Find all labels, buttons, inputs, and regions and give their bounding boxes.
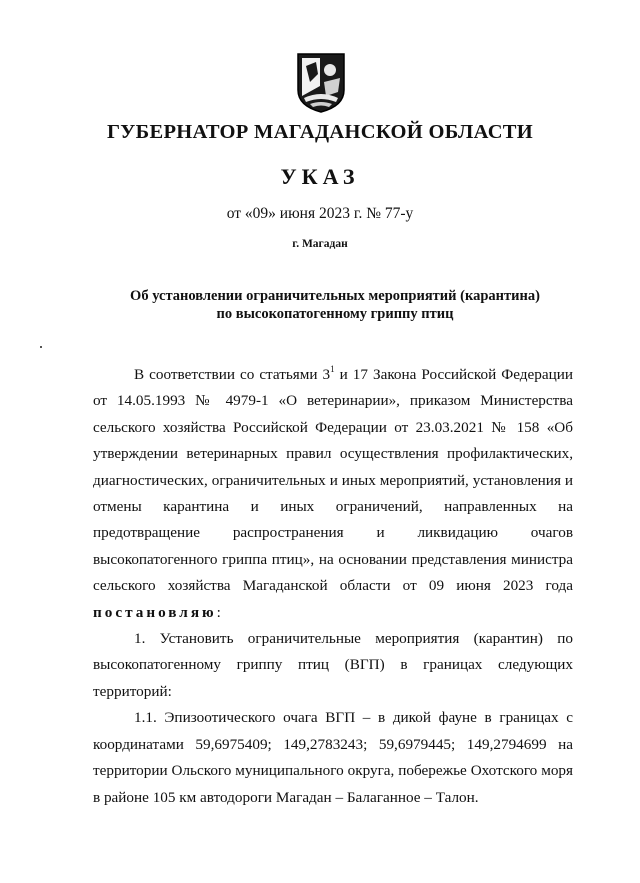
preamble-paragraph <box>93 362 573 626</box>
preamble-text-start: В соответствии со статьями 3 <box>134 366 331 383</box>
subject-line-2: по высокопатогенному гриппу птиц <box>216 306 454 322</box>
scan-speck <box>40 346 42 348</box>
subject-line-1: Об установлении ограничительных мероприятий (карантина) <box>130 288 540 304</box>
decree-city: г. Магадан <box>292 238 348 250</box>
resolve-word: постановляю <box>93 603 217 621</box>
coat-of-arms <box>296 52 346 114</box>
article-superscript: 1 <box>330 363 335 374</box>
governor-title: ГУБЕРНАТОР МАГАДАНСКОЙ ОБЛАСТИ <box>106 121 534 143</box>
preamble-text: и 17 Закона Российской Федерации от 14.05.1993 № 4979-1 «О ветеринарии», приказом Министерства сельского хозяйства Российской Федерации от 23.03.2021 № 158 «Об утверждении ветеринарных правил осуществления профилактических, диагностических, ограничительных и иных мероприятий, установления и отмены карантина и иных ограничений, направленных на предотвращение распространения и ликвидацию очагов высокопатогенного гриппа птиц», на основании представления министра сельского хозяйства Магаданской области от 09 июня 2023 года <box>93 366 573 595</box>
magadan-coat-of-arms-icon <box>296 52 346 114</box>
decree-body <box>93 362 573 811</box>
decree-date-number: от «09» июня 2023 г. № 77-у <box>226 205 414 222</box>
item-1-1-paragraph: 1.1. Эпизоотического очага ВГП – в дикой фауне в границах с координатами 59,6975409; 149,2783243; 59,6979445; 149,2794699 на территории Ольского муниципального округа, побережье Охотского моря в районе 105 км автодороги Магадан – Балаганное – Талон. <box>93 709 573 806</box>
decree-subject <box>90 287 580 323</box>
decree-heading: УКАЗ <box>280 164 360 189</box>
resolve-colon: : <box>216 603 221 621</box>
item-1-paragraph: 1. Установить ограничительные мероприятия (карантин) по высокопатогенному гриппу птиц (ВГП) в границах следующих территорий: <box>93 630 573 700</box>
